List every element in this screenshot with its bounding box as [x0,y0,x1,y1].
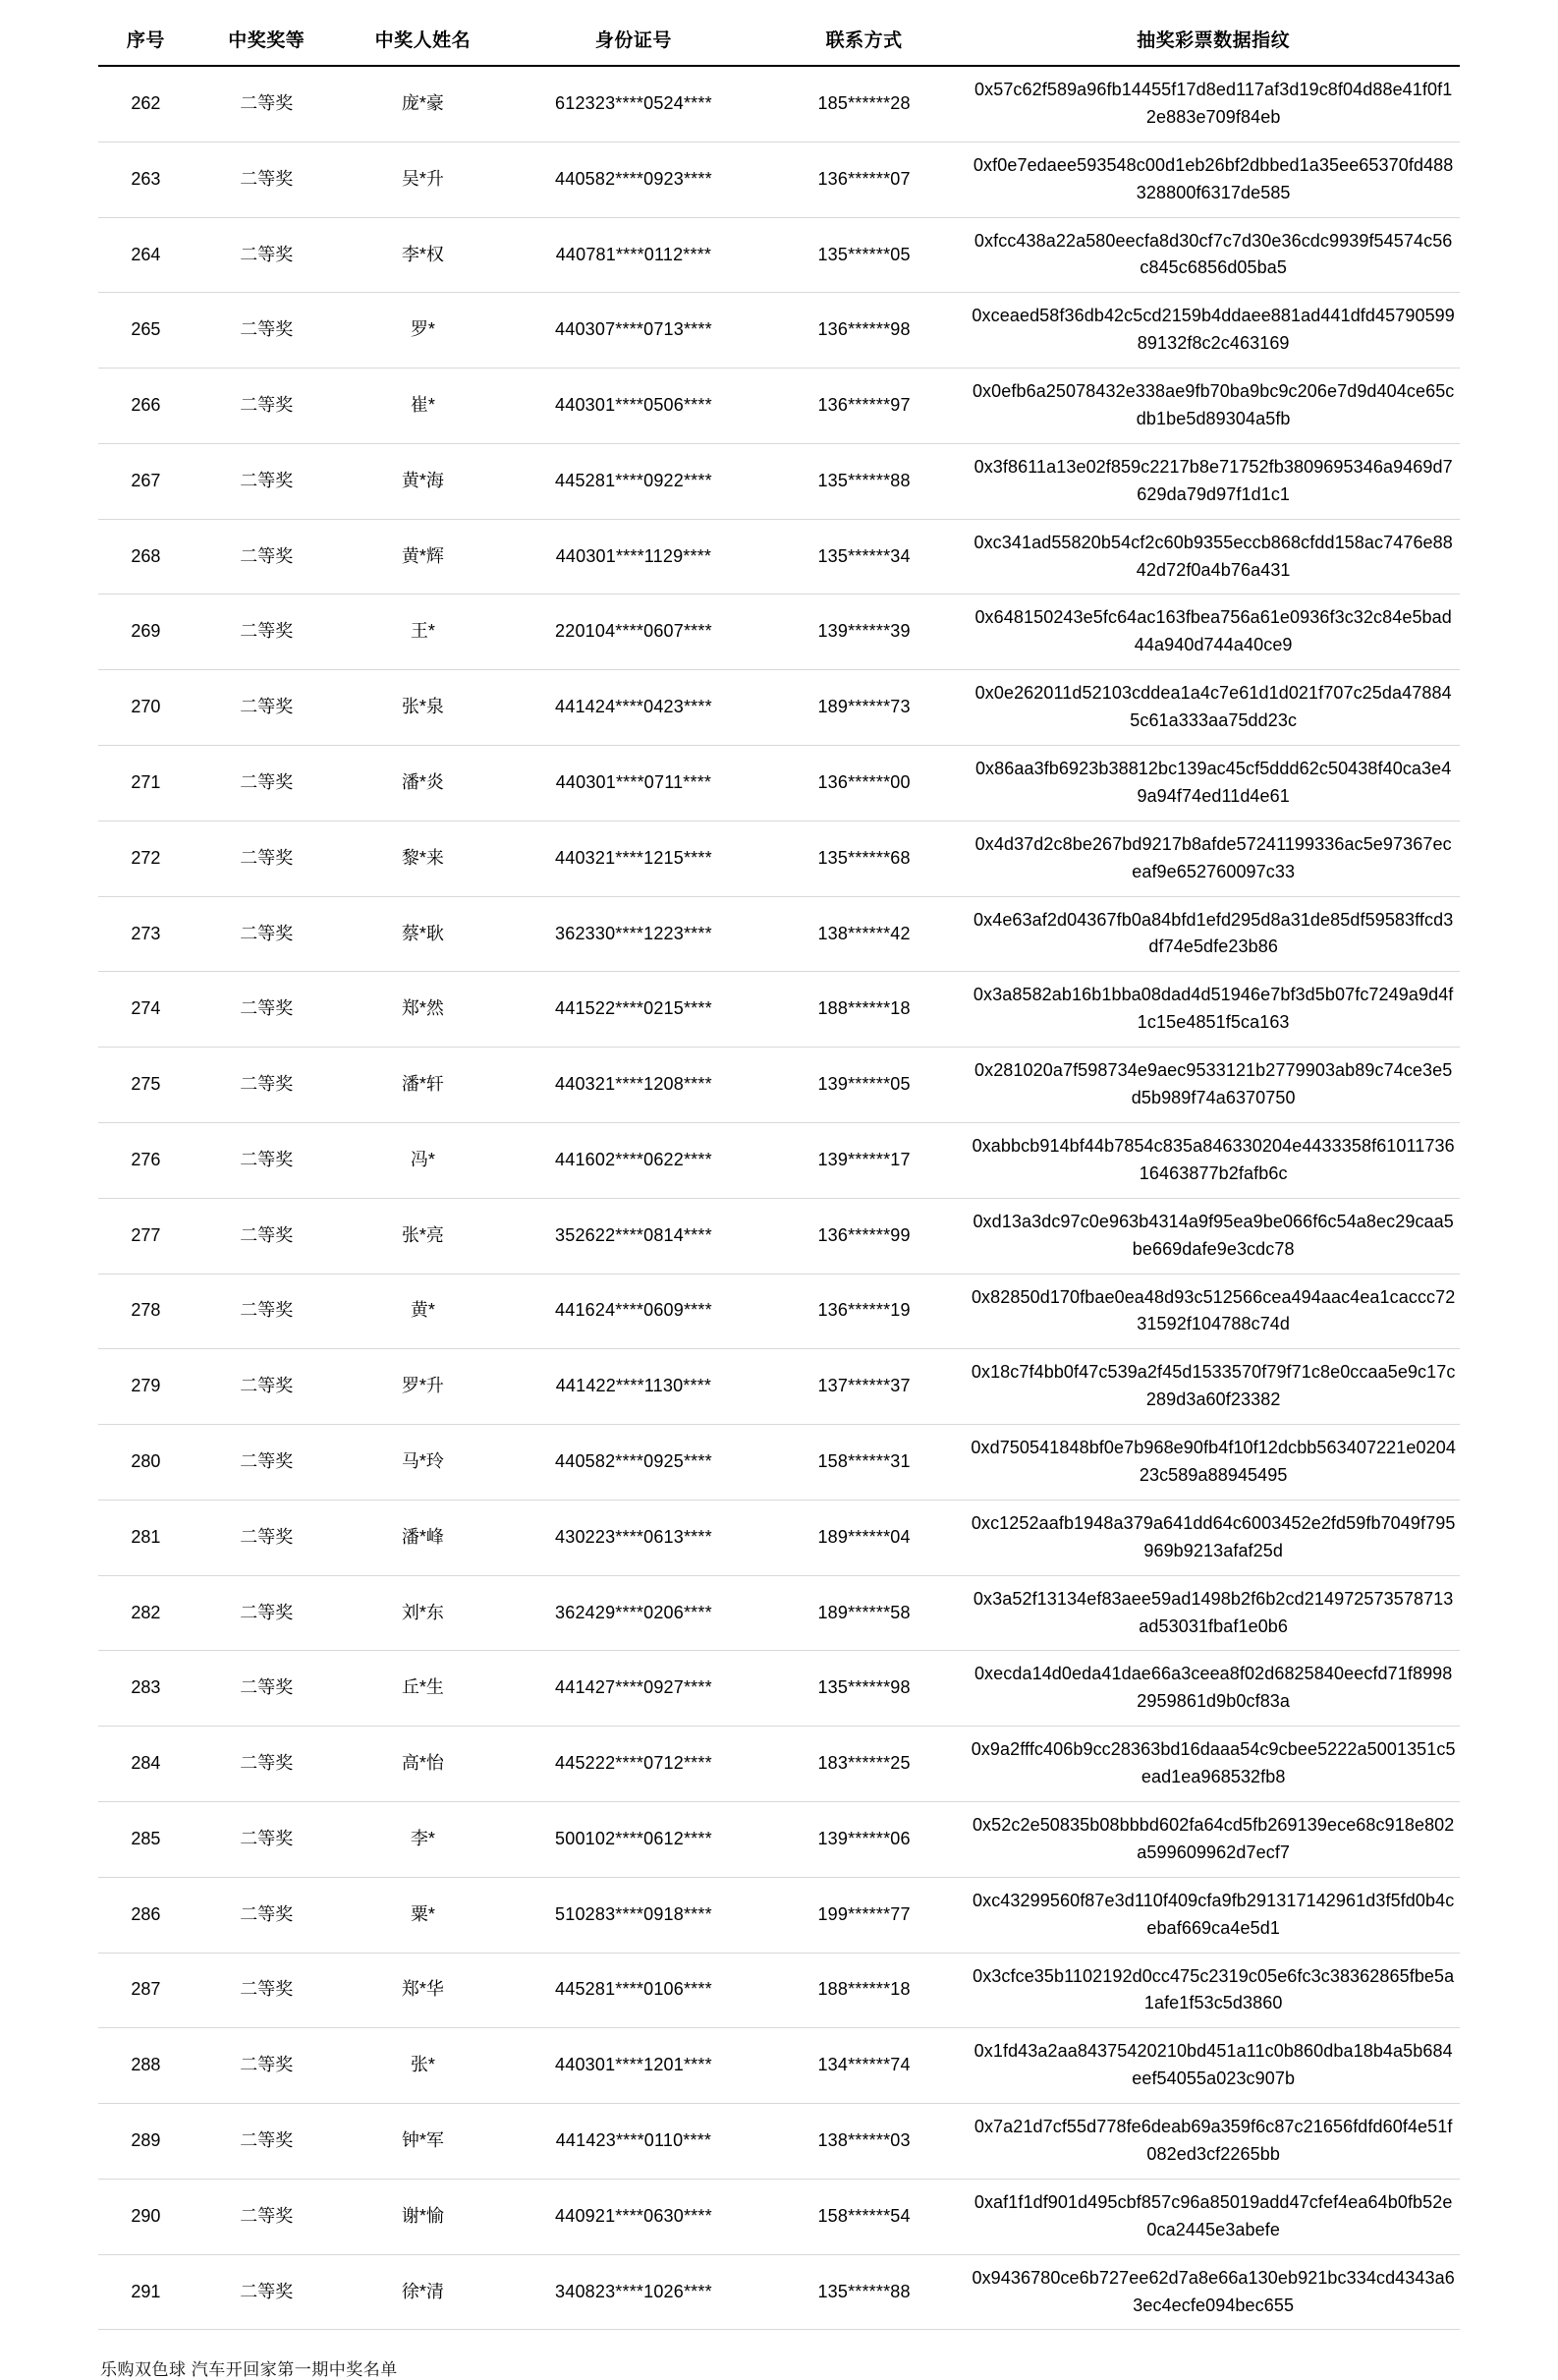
cell-id-number: 440307****0713**** [506,293,761,368]
cell-prize-level: 二等奖 [194,1198,340,1274]
cell-prize-level: 二等奖 [194,1651,340,1727]
cell-contact: 135******68 [761,821,968,896]
cell-winner-name: 刘*东 [340,1575,506,1651]
cell-id-number: 612323****0524**** [506,66,761,142]
cell-prize-level: 二等奖 [194,1425,340,1501]
cell-winner-name: 李*权 [340,217,506,293]
cell-ticket-fingerprint: 0x0efb6a25078432e338ae9fb70ba9bc9c206e7d9d404ce65cdb1be5d89304a5fb [967,368,1460,444]
cell-sequence: 264 [98,217,194,293]
table-row [98,595,1460,670]
winner-list-table [98,14,1460,2330]
table-row [98,1198,1460,1274]
table-row [98,66,1460,142]
cell-winner-name: 冯* [340,1122,506,1198]
table-row [98,2179,1460,2254]
cell-prize-level: 二等奖 [194,519,340,595]
column-header-id-number: 身份证号 [506,14,761,66]
table-row [98,443,1460,519]
cell-contact: 136******00 [761,746,968,822]
table-row [98,293,1460,368]
cell-ticket-fingerprint: 0x3a52f13134ef83aee59ad1498b2f6b2cd214972573578713ad53031fbaf1e0b6 [967,1575,1460,1651]
cell-id-number: 440321****1208**** [506,1048,761,1123]
cell-winner-name: 王* [340,595,506,670]
cell-ticket-fingerprint: 0xc341ad55820b54cf2c60b9355eccb868cfdd158ac7476e8842d72f0a4b76a431 [967,519,1460,595]
cell-prize-level: 二等奖 [194,670,340,746]
cell-winner-name: 高*怡 [340,1727,506,1802]
cell-ticket-fingerprint: 0xd750541848bf0e7b968e90fb4f10f12dcbb563407221e020423c589a88945495 [967,1425,1460,1501]
cell-sequence: 291 [98,2254,194,2330]
cell-ticket-fingerprint: 0x4e63af2d04367fb0a84bfd1efd295d8a31de85df59583ffcd3df74e5dfe23b86 [967,896,1460,972]
cell-contact: 136******19 [761,1274,968,1349]
table-row [98,1801,1460,1877]
cell-sequence: 284 [98,1727,194,1802]
cell-id-number: 440582****0923**** [506,142,761,217]
cell-id-number: 441602****0622**** [506,1122,761,1198]
table-row [98,2028,1460,2104]
cell-ticket-fingerprint: 0x9a2fffc406b9cc28363bd16daaa54c9cbee5222a5001351c5ead1ea968532fb8 [967,1727,1460,1802]
table-row [98,1877,1460,1953]
cell-contact: 136******07 [761,142,968,217]
cell-winner-name: 黄*海 [340,443,506,519]
cell-contact: 188******18 [761,972,968,1048]
cell-winner-name: 郑*华 [340,1953,506,2028]
cell-contact: 158******54 [761,2179,968,2254]
cell-contact: 158******31 [761,1425,968,1501]
cell-id-number: 440301****1129**** [506,519,761,595]
cell-ticket-fingerprint: 0x3a8582ab16b1bba08dad4d51946e7bf3d5b07fc7249a9d4f1c15e4851f5ca163 [967,972,1460,1048]
table-row [98,1349,1460,1425]
cell-winner-name: 李* [340,1801,506,1877]
cell-contact: 138******03 [761,2104,968,2180]
table-row [98,1953,1460,2028]
cell-id-number: 441422****1130**** [506,1349,761,1425]
cell-contact: 139******06 [761,1801,968,1877]
cell-prize-level: 二等奖 [194,1575,340,1651]
cell-prize-level: 二等奖 [194,2104,340,2180]
cell-prize-level: 二等奖 [194,443,340,519]
cell-id-number: 220104****0607**** [506,595,761,670]
cell-prize-level: 二等奖 [194,66,340,142]
cell-contact: 183******25 [761,1727,968,1802]
cell-contact: 189******58 [761,1575,968,1651]
cell-prize-level: 二等奖 [194,1500,340,1575]
cell-ticket-fingerprint: 0xc1252aafb1948a379a641dd64c6003452e2fd59fb7049f795969b9213afaf25d [967,1500,1460,1575]
table-row [98,1048,1460,1123]
cell-ticket-fingerprint: 0x82850d170fbae0ea48d93c512566cea494aac4ea1caccc7231592f104788c74d [967,1274,1460,1349]
cell-prize-level: 二等奖 [194,1048,340,1123]
cell-contact: 135******98 [761,1651,968,1727]
cell-sequence: 278 [98,1274,194,1349]
table-row [98,1651,1460,1727]
cell-id-number: 445222****0712**** [506,1727,761,1802]
cell-sequence: 287 [98,1953,194,2028]
cell-winner-name: 潘*轩 [340,1048,506,1123]
cell-winner-name: 徐*清 [340,2254,506,2330]
table-row [98,2104,1460,2180]
cell-ticket-fingerprint: 0x7a21d7cf55d778fe6deab69a359f6c87c21656fdfd60f4e51f082ed3cf2265bb [967,2104,1460,2180]
cell-winner-name: 潘*峰 [340,1500,506,1575]
cell-contact: 136******98 [761,293,968,368]
cell-contact: 188******18 [761,1953,968,2028]
cell-id-number: 362429****0206**** [506,1575,761,1651]
cell-sequence: 288 [98,2028,194,2104]
cell-contact: 199******77 [761,1877,968,1953]
cell-winner-name: 罗*升 [340,1349,506,1425]
cell-sequence: 262 [98,66,194,142]
cell-prize-level: 二等奖 [194,1953,340,2028]
table-row [98,142,1460,217]
cell-sequence: 271 [98,746,194,822]
cell-contact: 138******42 [761,896,968,972]
cell-sequence: 285 [98,1801,194,1877]
cell-sequence: 268 [98,519,194,595]
cell-prize-level: 二等奖 [194,1727,340,1802]
cell-id-number: 440781****0112**** [506,217,761,293]
table-row [98,1500,1460,1575]
cell-prize-level: 二等奖 [194,1122,340,1198]
cell-winner-name: 张*亮 [340,1198,506,1274]
cell-prize-level: 二等奖 [194,1274,340,1349]
cell-contact: 185******28 [761,66,968,142]
cell-sequence: 286 [98,1877,194,1953]
table-row [98,821,1460,896]
cell-winner-name: 黎*来 [340,821,506,896]
cell-prize-level: 二等奖 [194,1801,340,1877]
cell-id-number: 440582****0925**** [506,1425,761,1501]
cell-id-number: 352622****0814**** [506,1198,761,1274]
cell-id-number: 441423****0110**** [506,2104,761,2180]
cell-sequence: 277 [98,1198,194,1274]
cell-contact: 135******88 [761,2254,968,2330]
cell-id-number: 500102****0612**** [506,1801,761,1877]
cell-ticket-fingerprint: 0xaf1f1df901d495cbf857c96a85019add47cfef4ea64b0fb52e0ca2445e3abefe [967,2179,1460,2254]
table-row [98,1274,1460,1349]
cell-prize-level: 二等奖 [194,142,340,217]
cell-ticket-fingerprint: 0xabbcb914bf44b7854c835a846330204e4433358f6101173616463877b2fafb6c [967,1122,1460,1198]
cell-winner-name: 钟*军 [340,2104,506,2180]
cell-id-number: 510283****0918**** [506,1877,761,1953]
cell-prize-level: 二等奖 [194,972,340,1048]
cell-id-number: 430223****0613**** [506,1500,761,1575]
cell-winner-name: 张* [340,2028,506,2104]
cell-id-number: 362330****1223**** [506,896,761,972]
cell-ticket-fingerprint: 0xecda14d0eda41dae66a3ceea8f02d6825840eecfd71f89982959861d9b0cf83a [967,1651,1460,1727]
column-header-sequence: 序号 [98,14,194,66]
cell-ticket-fingerprint: 0x0e262011d52103cddea1a4c7e61d1d021f707c25da478845c61a333aa75dd23c [967,670,1460,746]
table-row [98,1727,1460,1802]
table-row [98,1122,1460,1198]
column-header-ticket-fingerprint: 抽奖彩票数据指纹 [967,14,1460,66]
cell-winner-name: 马*玲 [340,1425,506,1501]
cell-sequence: 281 [98,1500,194,1575]
cell-winner-name: 崔* [340,368,506,444]
cell-sequence: 263 [98,142,194,217]
column-header-prize-level: 中奖奖等 [194,14,340,66]
table-row [98,2254,1460,2330]
cell-contact: 134******74 [761,2028,968,2104]
cell-sequence: 279 [98,1349,194,1425]
cell-sequence: 266 [98,368,194,444]
cell-contact: 135******34 [761,519,968,595]
cell-sequence: 276 [98,1122,194,1198]
cell-id-number: 441427****0927**** [506,1651,761,1727]
footer-caption: 乐购双色球 汽车开回家第一期中奖名单 [100,2360,398,2380]
cell-contact: 189******04 [761,1500,968,1575]
cell-ticket-fingerprint: 0x18c7f4bb0f47c539a2f45d1533570f79f71c8e0ccaa5e9c17c289d3a60f23382 [967,1349,1460,1425]
cell-sequence: 273 [98,896,194,972]
cell-sequence: 275 [98,1048,194,1123]
cell-contact: 189******73 [761,670,968,746]
cell-prize-level: 二等奖 [194,293,340,368]
cell-contact: 135******88 [761,443,968,519]
cell-prize-level: 二等奖 [194,746,340,822]
cell-winner-name: 张*泉 [340,670,506,746]
table-header [98,14,1460,66]
cell-sequence: 267 [98,443,194,519]
cell-ticket-fingerprint: 0x1fd43a2aa84375420210bd451a11c0b860dba18b4a5b684eef54055a023c907b [967,2028,1460,2104]
cell-prize-level: 二等奖 [194,2254,340,2330]
cell-id-number: 440321****1215**** [506,821,761,896]
cell-winner-name: 丘*生 [340,1651,506,1727]
table-row [98,368,1460,444]
cell-sequence: 282 [98,1575,194,1651]
cell-ticket-fingerprint: 0x4d37d2c8be267bd9217b8afde57241199336ac5e97367eceaf9e652760097c33 [967,821,1460,896]
cell-winner-name: 吴*升 [340,142,506,217]
cell-sequence: 269 [98,595,194,670]
cell-sequence: 290 [98,2179,194,2254]
cell-ticket-fingerprint: 0xd13a3dc97c0e963b4314a9f95ea9be066f6c54a8ec29caa5be669dafe9e3cdc78 [967,1198,1460,1274]
cell-sequence: 272 [98,821,194,896]
cell-contact: 136******99 [761,1198,968,1274]
cell-sequence: 274 [98,972,194,1048]
cell-ticket-fingerprint: 0x57c62f589a96fb14455f17d8ed117af3d19c8f04d88e41f0f12e883e709f84eb [967,66,1460,142]
cell-prize-level: 二等奖 [194,1877,340,1953]
cell-ticket-fingerprint: 0x3cfce35b1102192d0cc475c2319c05e6fc3c38362865fbe5a1afe1f53c5d3860 [967,1953,1460,2028]
table-header-row [98,14,1460,66]
cell-winner-name: 罗* [340,293,506,368]
cell-winner-name: 郑*然 [340,972,506,1048]
cell-ticket-fingerprint: 0x3f8611a13e02f859c2217b8e71752fb3809695346a9469d7629da79d97f1d1c1 [967,443,1460,519]
cell-prize-level: 二等奖 [194,368,340,444]
table-row [98,1425,1460,1501]
column-header-contact: 联系方式 [761,14,968,66]
table-row [98,1575,1460,1651]
cell-id-number: 441522****0215**** [506,972,761,1048]
cell-winner-name: 谢*愉 [340,2179,506,2254]
cell-ticket-fingerprint: 0xfcc438a22a580eecfa8d30cf7c7d30e36cdc9939f54574c56c845c6856d05ba5 [967,217,1460,293]
cell-id-number: 441424****0423**** [506,670,761,746]
cell-prize-level: 二等奖 [194,821,340,896]
cell-ticket-fingerprint: 0xc43299560f87e3d110f409cfa9fb291317142961d3f5fd0b4cebaf669ca4e5d1 [967,1877,1460,1953]
cell-contact: 136******97 [761,368,968,444]
cell-winner-name: 潘*炎 [340,746,506,822]
cell-ticket-fingerprint: 0x281020a7f598734e9aec9533121b2779903ab89c74ce3e5d5b989f74a6370750 [967,1048,1460,1123]
cell-id-number: 440301****0506**** [506,368,761,444]
cell-winner-name: 蔡*耿 [340,896,506,972]
cell-contact: 137******37 [761,1349,968,1425]
cell-prize-level: 二等奖 [194,1349,340,1425]
cell-contact: 139******17 [761,1122,968,1198]
cell-ticket-fingerprint: 0x52c2e50835b08bbbd602fa64cd5fb269139ece68c918e802a599609962d7ecf7 [967,1801,1460,1877]
cell-id-number: 445281****0922**** [506,443,761,519]
cell-winner-name: 庞*豪 [340,66,506,142]
cell-ticket-fingerprint: 0x648150243e5fc64ac163fbea756a61e0936f3c32c84e5bad44a940d744a40ce9 [967,595,1460,670]
cell-id-number: 440301****1201**** [506,2028,761,2104]
cell-ticket-fingerprint: 0x9436780ce6b727ee62d7a8e66a130eb921bc334cd4343a63ec4ecfe094bec655 [967,2254,1460,2330]
cell-prize-level: 二等奖 [194,217,340,293]
table-row [98,746,1460,822]
cell-ticket-fingerprint: 0xf0e7edaee593548c00d1eb26bf2dbbed1a35ee65370fd488328800f6317de585 [967,142,1460,217]
cell-id-number: 440921****0630**** [506,2179,761,2254]
cell-id-number: 445281****0106**** [506,1953,761,2028]
column-header-winner-name: 中奖人姓名 [340,14,506,66]
table-row [98,519,1460,595]
cell-sequence: 270 [98,670,194,746]
table-row [98,972,1460,1048]
cell-prize-level: 二等奖 [194,2179,340,2254]
cell-winner-name: 黄* [340,1274,506,1349]
table-row [98,670,1460,746]
cell-prize-level: 二等奖 [194,896,340,972]
cell-prize-level: 二等奖 [194,2028,340,2104]
cell-contact: 135******05 [761,217,968,293]
cell-sequence: 289 [98,2104,194,2180]
cell-contact: 139******05 [761,1048,968,1123]
cell-id-number: 441624****0609**** [506,1274,761,1349]
cell-id-number: 440301****0711**** [506,746,761,822]
cell-sequence: 265 [98,293,194,368]
cell-winner-name: 黄*辉 [340,519,506,595]
cell-id-number: 340823****1026**** [506,2254,761,2330]
cell-sequence: 280 [98,1425,194,1501]
cell-ticket-fingerprint: 0xceaed58f36db42c5cd2159b4ddaee881ad441dfd4579059989132f8c2c463169 [967,293,1460,368]
cell-ticket-fingerprint: 0x86aa3fb6923b38812bc139ac45cf5ddd62c50438f40ca3e49a94f74ed11d4e61 [967,746,1460,822]
table-body [98,66,1460,2330]
cell-sequence: 283 [98,1651,194,1727]
table-row [98,896,1460,972]
cell-contact: 139******39 [761,595,968,670]
cell-prize-level: 二等奖 [194,595,340,670]
table-row [98,217,1460,293]
cell-winner-name: 粟* [340,1877,506,1953]
